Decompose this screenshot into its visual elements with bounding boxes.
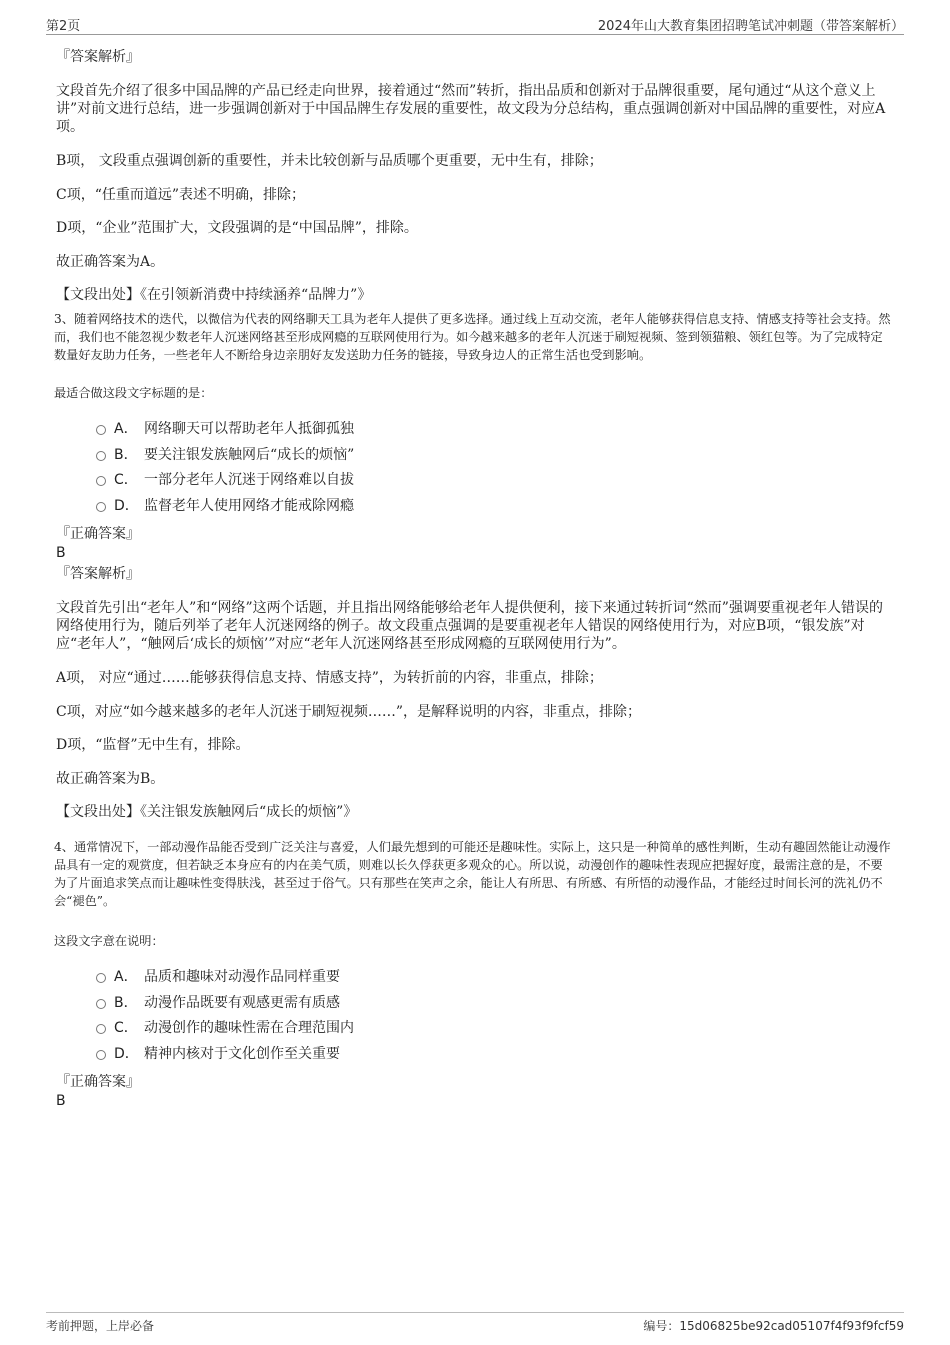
q2-option-c-explanation: C项，“任重而道远”表述不明确，排除； <box>56 187 306 203</box>
q3-conclusion: 故正确答案为B。 <box>56 771 165 787</box>
page-header <box>46 14 904 35</box>
q4-correct-label: 『正确答案』 <box>56 1074 140 1090</box>
q3-option-a[interactable]: A． 网络聊天可以帮助老年人抵御孤独 <box>96 420 354 438</box>
q2-source: 【文段出处】《在引领新消费中持续涵养“品牌力”》 <box>56 287 372 303</box>
q4-correct-answer: B <box>56 1093 66 1109</box>
q2-option-d-explanation: D项，“企业”范围扩大，文段强调的是“中国品牌”，排除。 <box>56 220 418 236</box>
q2-analysis-paragraph: 文段首先介绍了很多中国品牌的产品已经走向世界，接着通过“然而”转折，指出品质和创新对于品牌很重要，尾句通过“从这个意义上讲”对前文进行总结，进一步强调创新对于中国品牌生存发展的重要性，故文段为分总结构，重点强调创新对中国品牌的重要性，对应A项。 <box>56 83 886 135</box>
q4-option-a[interactable]: A． 品质和趣味对动漫作品同样重要 <box>96 968 340 986</box>
radio-icon[interactable] <box>96 973 106 983</box>
radio-icon[interactable] <box>96 1024 106 1034</box>
q2-option-b-explanation: B项， 文段重点强调创新的重要性，并未比较创新与品质哪个更重要，无中生有，排除； <box>56 153 603 169</box>
q2-analysis-label: 『答案解析』 <box>56 49 140 65</box>
document-code: 编号：15d06825be92cad05107f4f93f9fcf59 <box>643 1319 904 1333</box>
q3-correct-label: 『正确答案』 <box>56 526 140 542</box>
q3-option-a-explanation: A项， 对应“通过……能够获得信息支持、情感支持”，为转折前的内容，非重点，排除； <box>56 670 603 686</box>
q3-source: 【文段出处】《关注银发族触网后“成长的烦恼”》 <box>56 804 358 820</box>
q3-option-d[interactable]: D． 监督老年人使用网络才能戒除网瘾 <box>96 497 354 515</box>
q3-analysis-label: 『答案解析』 <box>56 566 140 582</box>
q3-option-b[interactable]: B． 要关注银发族触网后“成长的烦恼” <box>96 446 354 464</box>
q4-option-d[interactable]: D． 精神内核对于文化创作至关重要 <box>96 1045 340 1063</box>
radio-icon[interactable] <box>96 451 106 461</box>
q3-stem: 3、随着网络技术的迭代，以微信为代表的网络聊天工具为老年人提供了更多选择。通过线上互动交流，老年人能够获得信息支持、情感支持等社会支持。然而，我们也不能忽视少数老年人沉迷网络甚至形成网瘾的互联网使用行为。如今越来越多的老年人沉迷于刷短视频、签到领猫粮、领红包等。为了完成特定数量好友助力任务，一些老年人不断给身边亲朋好友发送助力任务的链接，导致身边人的正常生活也受到影响。 <box>54 312 891 362</box>
q3-correct-answer: B <box>56 545 66 561</box>
q2-conclusion: 故正确答案为A。 <box>56 254 165 270</box>
q4-question: 这段文字意在说明： <box>54 934 164 948</box>
q3-option-d-explanation: D项，“监督”无中生有，排除。 <box>56 737 250 753</box>
page-number: 第2页 <box>46 19 81 34</box>
document-title: 2024年山大教育集团招聘笔试冲刺题（带答案解析） <box>597 19 904 34</box>
q3-option-c[interactable]: C． 一部分老年人沉迷于网络难以自拔 <box>96 471 354 489</box>
page-footer <box>46 1312 904 1337</box>
radio-icon[interactable] <box>96 1050 106 1060</box>
radio-icon[interactable] <box>96 476 106 486</box>
q4-option-c[interactable]: C． 动漫创作的趣味性需在合理范围内 <box>96 1019 354 1037</box>
radio-icon[interactable] <box>96 425 106 435</box>
q3-question: 最适合做这段文字标题的是： <box>54 386 213 400</box>
q3-analysis-paragraph: 文段首先引出“老年人”和“网络”这两个话题，并且指出网络能够给老年人提供便利，接下来通过转折词“然而”强调要重视老年人错误的网络使用行为，随后列举了老年人沉迷网络的例子。故文段重点强调的是要重视老年人错误的网络使用行为，对应B项，“银发族”对应“老年人”，“触网后‘成长的烦恼’”对应“老年人沉迷网络甚至形成网瘾的互联网使用行为”。 <box>56 600 883 652</box>
footer-slogan: 考前押题，上岸必备 <box>46 1319 155 1333</box>
radio-icon[interactable] <box>96 999 106 1009</box>
q4-stem: 4、通常情况下，一部动漫作品能否受到广泛关注与喜爱，人们最先想到的可能还是趣味性。实际上，这只是一种简单的感性判断，生动有趣固然能让动漫作品具有一定的观赏度，但若缺乏本身应有的内在美气质，则难以长久俘获更多观众的心。所以说，动漫创作的趣味性表现应把握好度，最需注意的是，不要为了片面追求笑点而让趣味性变得肤浅，甚至过于俗气。只有那些在笑声之余，能让人有所思、有所感、有所悟的动漫作品，才能经过时间长河的洗礼仍不会“褪色”。 <box>54 840 891 908</box>
radio-icon[interactable] <box>96 502 106 512</box>
q3-option-c-explanation: C项，对应“如今越来越多的老年人沉迷于刷短视频……”，是解释说明的内容，非重点，排除； <box>56 704 642 720</box>
q4-option-b[interactable]: B． 动漫作品既要有观感更需有质感 <box>96 994 340 1012</box>
